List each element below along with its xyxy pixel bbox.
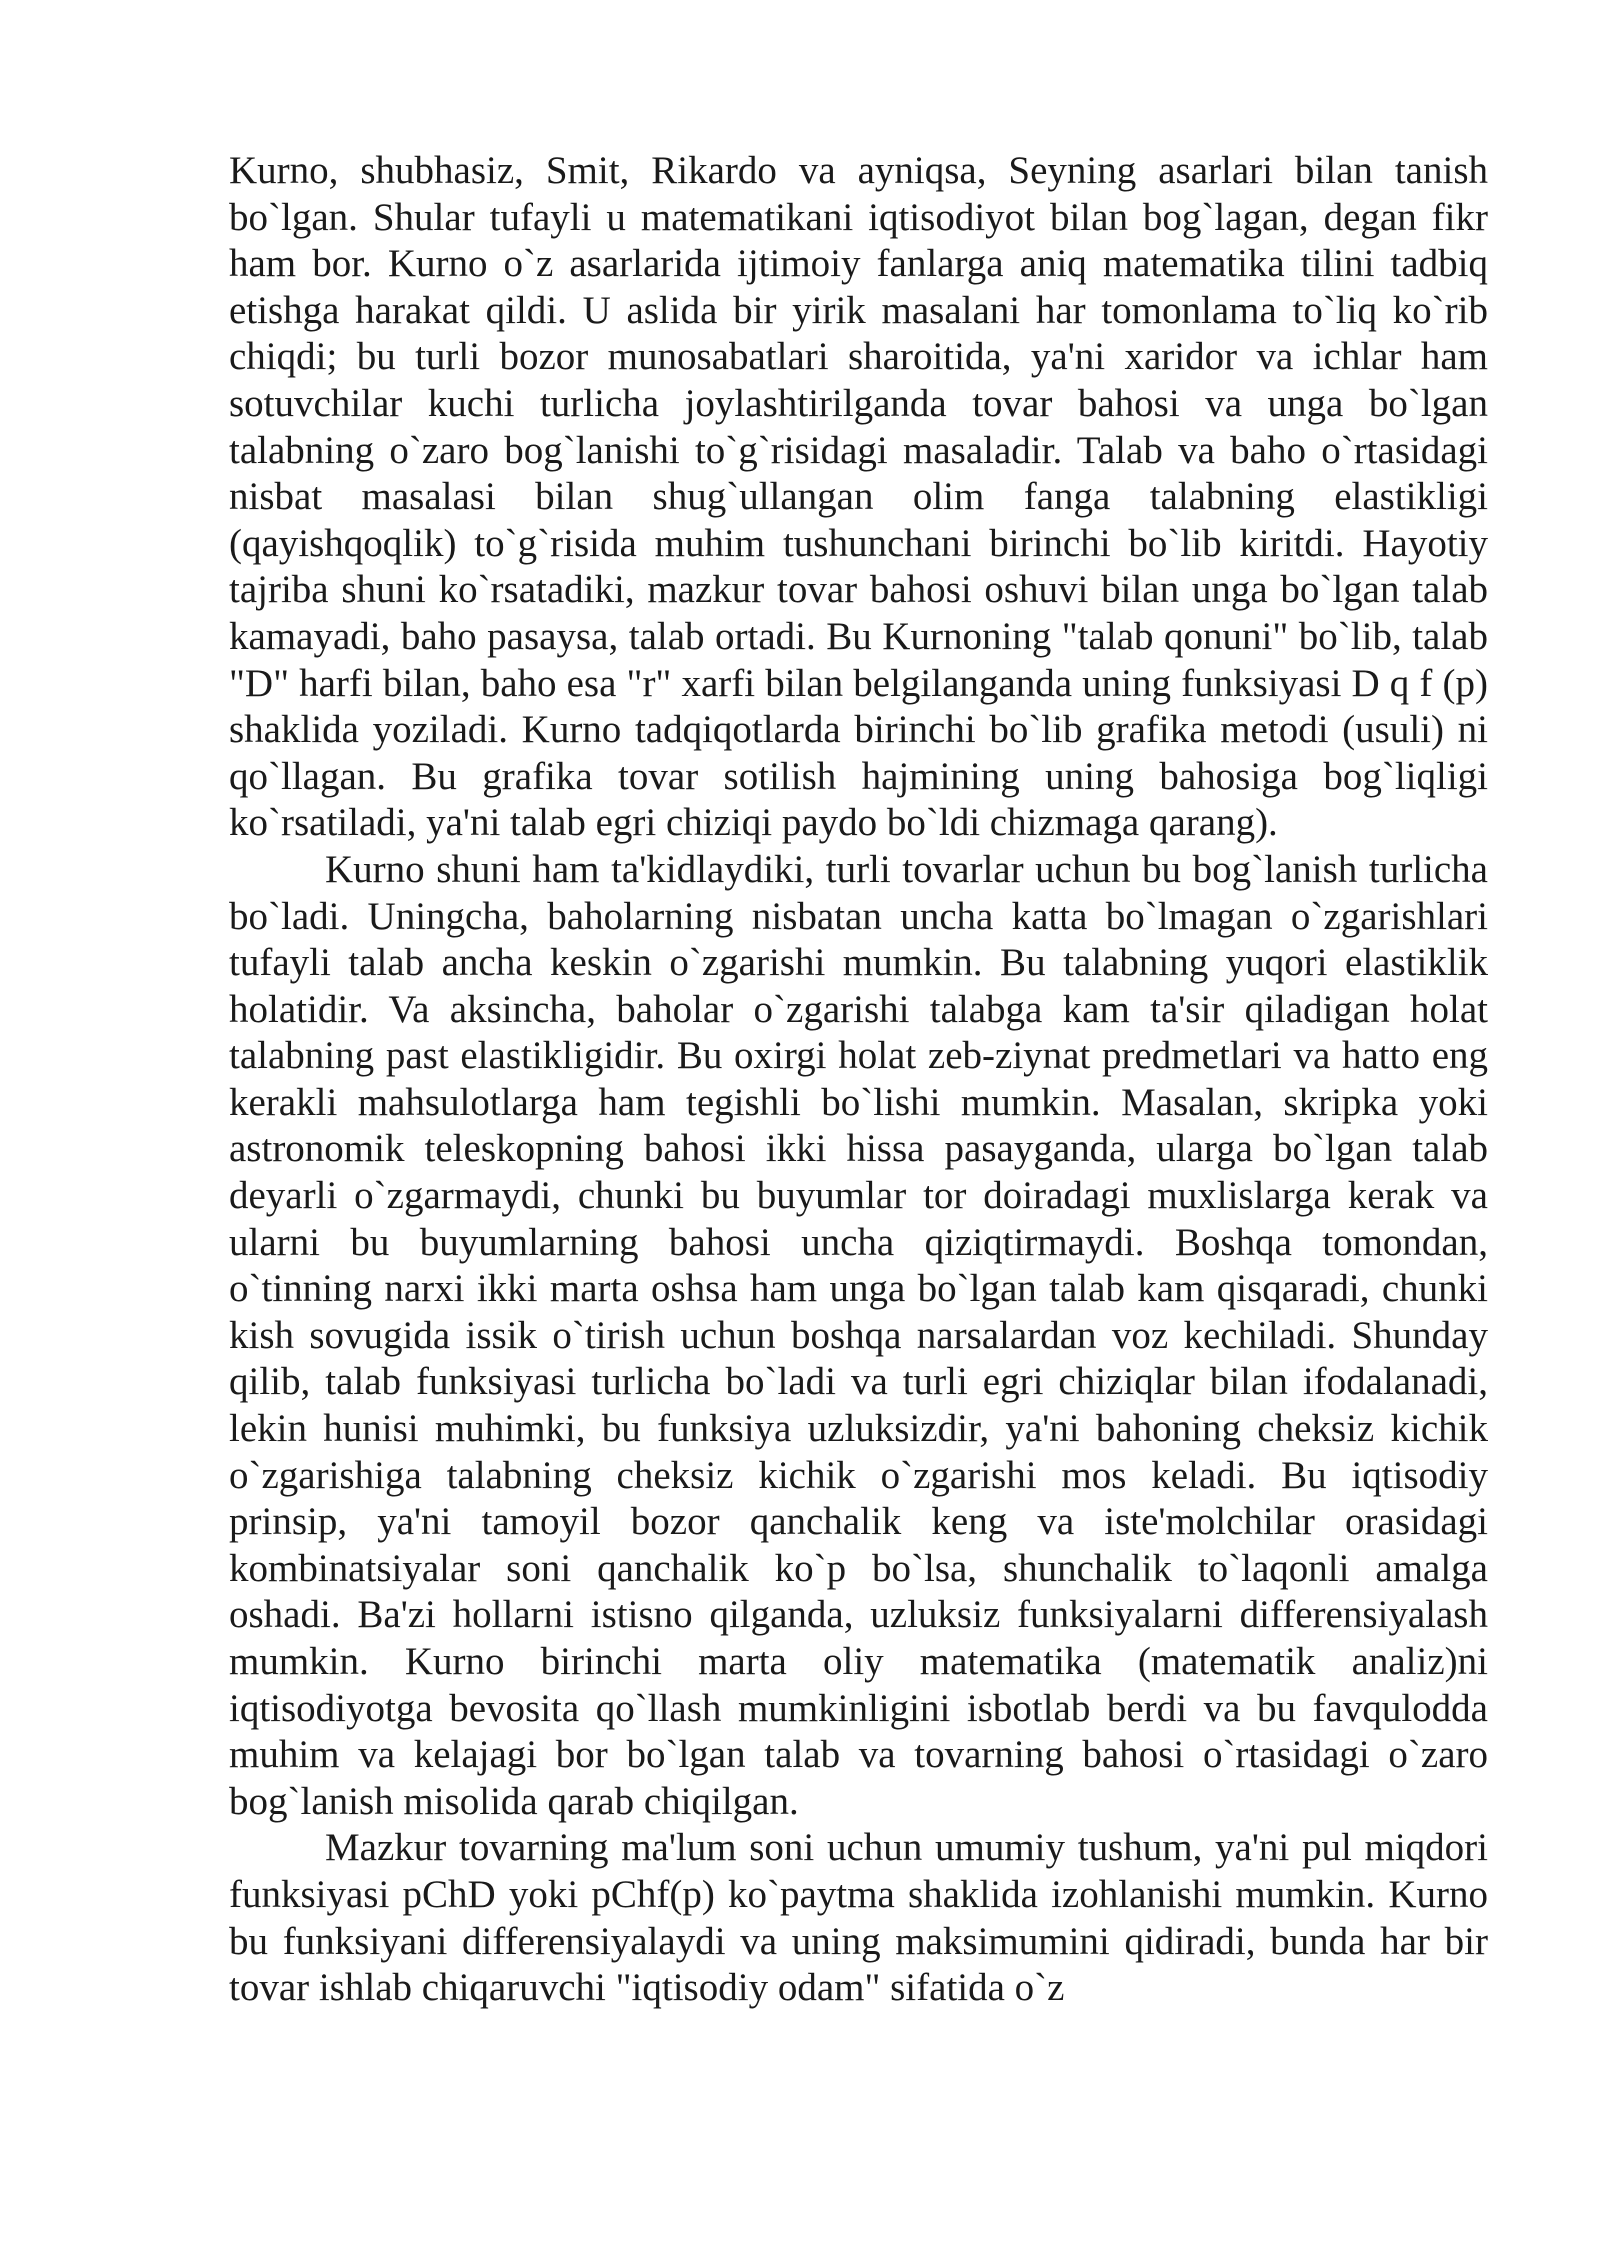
paragraph-3: Mazkur tovarning ma'lum soni uchun umumiy tushum, ya'ni pul miqdori funksiyasi pChD yoki pChf(p) ko`paytma shaklida izohlanishi mumkin. Kurno bu funksiyani differensiyalaydi va uning maksimumini qidiradi, bunda har bir tovar ishlab chiqaruvchi "iqtisodiy odam" sifatida o`z bbox=[229, 1826, 1488, 2010]
paragraph-1: Kurno, shubhasiz, Smit, Rikardo va ayniqsa, Seyning asarlari bilan tanish bo`lgan. Shular tufayli u matematikani iqtisodiyot bilan bog`lagan, degan fikr ham bor. Kurno o`z asarlarida ijtimoiy fanlarga aniq matematika tilini tadbiq etishga harakat qildi. U aslida bir yirik masalani har tomonlama to`liq ko`rib chiqdi; bu turli bozor munosabatlari sharoitida, ya'ni xaridor va ichlar ham sotuvchilar kuchi turlicha joylashtirilganda tovar bahosi va unga bo`lgan talabning o`zaro bog`lanishi to`g`risidagi masaladir. Talab va baho o`rtasidagi nisbat masalasi bilan shug`ullangan olim fanga talabning elastikligi (qayishqoqlik) to`g`risida muhim tushunchani birinchi bo`lib kiritdi. Hayotiy tajriba shuni ko`rsatadiki, mazkur tovar bahosi oshuvi bilan unga bo`lgan talab kamayadi, baho pasaysa, talab ortadi. Bu Kurnoning "talab qonuni" bo`lib, talab "D" harfi bilan, baho esa "r" xarfi bilan belgilanganda uning funksiyasi D q f (p) shaklida yoziladi. Kurno tadqiqotlarda birinchi bo`lib grafika metodi (usuli) ni qo`llagan. Bu grafika tovar sotilish hajmining uning bahosiga bog`liqligi ko`rsatiladi, ya'ni talab egri chiziqi paydo bo`ldi chizmaga qarang). bbox=[229, 149, 1488, 845]
paragraph-2: Kurno shuni ham ta'kidlaydiki, turli tovarlar uchun bu bog`lanish turlicha bo`ladi. Uningcha, baholarning nisbatan uncha katta bo`lmagan o`zgarishlari tufayli talab ancha keskin o`zgarishi mumkin. Bu talabning yuqori elastiklik holatidir. Va aksincha, baholar o`zgarishi talabga kam ta'sir qiladigan holat talabning past elastikligidir. Bu oxirgi holat zeb-ziynat predmetlari va hatto eng kerakli mahsulotlarga ham tegishli bo`lishi mumkin. Masalan, skripka yoki astronomik teleskopning bahosi ikki hissa pasayganda, ularga bo`lgan talab deyarli o`zgarmaydi, chunki bu buyumlar tor doiradagi muxlislarga kerak va ularni bu buyumlarning bahosi uncha qiziqtirmaydi. Boshqa tomondan, o`tinning narxi ikki marta oshsa ham unga bo`lgan talab kam qisqaradi, chunki kish sovugida issik o`tirish uchun boshqa narsalardan voz kechiladi. Shunday qilib, talab funksiyasi turlicha bo`ladi va turli egri chiziqlar bilan ifodalanadi, lekin hunisi muhimki, bu funksiya uzluksizdir, ya'ni bahoning cheksiz kichik o`zgarishiga talabning cheksiz kichik o`zgarishi mos keladi. Bu iqtisodiy prinsip, ya'ni tamoyil bozor qanchalik keng va iste'molchilar orasidagi kombinatsiyalar soni qanchalik ko`p bo`lsa, shunchalik to`laqonli amalga oshadi. Ba'zi hollarni istisno qilganda, uzluksiz funksiyalarni differensiyalash mumkin. Kurno birinchi marta oliy matematika (matematik analiz)ni iqtisodiyotga bevosita qo`llash mumkinligini isbotlab berdi va bu favqulodda muhim va kelajagi bor bo`lgan talab va tovarning bahosi o`rtasidagi o`zaro bog`lanish misolida qarab chiqilgan. bbox=[229, 847, 1488, 1823]
document-page bbox=[229, 148, 1488, 2012]
